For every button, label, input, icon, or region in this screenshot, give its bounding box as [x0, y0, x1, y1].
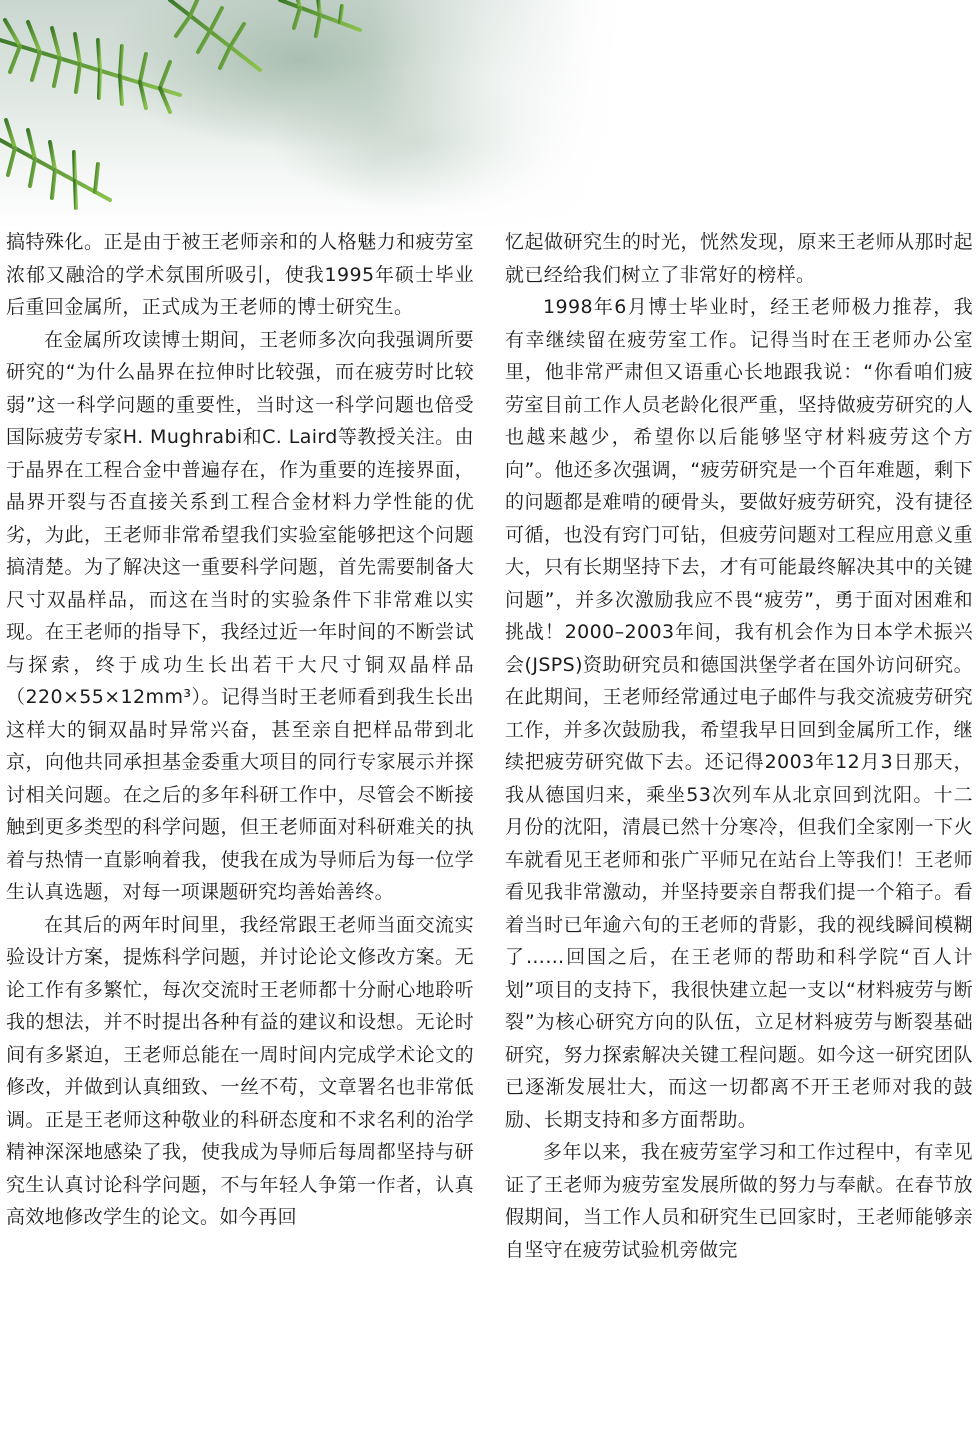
paragraph: 多年以来，我在疲劳室学习和工作过程中，有幸见证了王老师为疲劳室发展所做的努力与奉献。在春节放假期间，当工作人员和研究生已回家时，王老师能够亲自坚守在疲劳试验机旁做完: [505, 1141, 973, 1261]
paragraph: 1998年6月博士毕业时，经王老师极力推荐，我有幸继续留在疲劳室工作。记得当时在王老师办公室里，他非常严肃但又语重心长地跟我说：“你看咱们疲劳室目前工作人员老龄化很严重，坚持做疲劳研究的人也越来越少，希望你以后能够坚守材料疲劳这个方向”。他还多次强调，“疲劳研究是一个百年难题，剩下的问题都是难啃的硬骨头，要做好疲劳研究，没有捷径可循，也没有窍门可钻，但疲劳问题对工程应用意义重大，只有长期坚持下去，才有可能最终解决其中的关键问题”，并多次激励我应不畏“疲劳”，勇于面对困难和挑战！2000–2003年间，我有机会作为日本学术振兴会(JSPS)资助研究员和德国洪堡学者在国外访问研究。在此期间，王老师经常通过电子邮件与我交流疲劳研究工作，并多次鼓励我，希望我早日回到金属所工作，继续把疲劳研究做下去。还记得2003年12月3日那天，我从德国归来，乘坐53次列车从北京回到沈阳。十二月份的沈阳，清晨已然十分寒冷，但我们全家刚一下火车就看见王老师和张广平师兄在站台上等我们！王老师看见我非常激动，并坚持要亲自帮我们提一个箱子。看着当时已年逾六旬的王老师的背影，我的视线瞬间模糊了……回国之后，在王老师的帮助和科学院“百人计划”项目的支持下，我很快建立起一支以“材料疲劳与断裂”为核心研究方向的队伍，立足材料疲劳与断裂基础研究，努力探索解决关键工程问题。如今这一研究团队已逐渐发展壮大，而这一切都离不开王老师对我的鼓励、长期支持和多方面帮助。: [505, 296, 973, 1131]
header-evergreen-photo: [0, 0, 620, 230]
paragraph: 搞特殊化。正是由于被王老师亲和的人格魅力和疲劳室浓郁又融洽的学术氛围所吸引，使我1995年硕士毕业后重回金属所，正式成为王老师的博士研究生。: [6, 231, 474, 318]
article-column-left: [6, 226, 474, 1234]
paragraph: 在金属所攻读博士期间，王老师多次向我强调所要研究的“为什么晶界在拉伸时比较强，而在疲劳时比较弱”这一科学问题的重要性，当时这一科学问题也倍受国际疲劳专家H. Mughrabi和C. Laird等教授关注。由于晶界在工程合金中普遍存在，作为重要的连接界面，晶界开裂与否直接关系到工程合金材料力学性能的优劣，为此，王老师非常希望我们实验室能够把这个问题搞清楚。为了解决这一重要科学问题，首先需要制备大尺寸双晶样品，而这在当时的实验条件下非常难以实现。在王老师的指导下，我经过近一年时间的不断尝试与探索，终于成功生长出若干大尺寸铜双晶样品（220×55×12mm³）。记得当时王老师看到我生长出这样大的铜双晶时异常兴奋，甚至亲自把样品带到北京，向他共同承担基金委重大项目的同行专家展示并探讨相关问题。在之后的多年科研工作中，尽管会不断接触到更多类型的科学问题，但王老师面对科研难关的执着与热情一直影响着我，使我在成为导师后为每一位学生认真选题，对每一项课题研究均善始善终。: [6, 328, 474, 903]
article-column-right: [505, 226, 973, 1266]
paragraph: 在其后的两年时间里，我经常跟王老师当面交流实验设计方案，提炼科学问题，并讨论论文修改方案。无论工作有多繁忙，每次交流时王老师都十分耐心地聆听我的想法，并不时提出各种有益的建议和设想。无论时间有多紧迫，王老师总能在一周时间内完成学术论文的修改，并做到认真细致、一丝不苟，文章署名也非常低调。正是王老师这种敬业的科研态度和不求名利的治学精神深深地感染了我，使我成为导师后每周都坚持与研究生认真讨论科学问题，不与年轻人争第一作者，认真高效地修改学生的论文。如今再回: [6, 913, 474, 1228]
paragraph: 忆起做研究生的时光，恍然发现，原来王老师从那时起就已经给我们树立了非常好的榜样。: [505, 231, 973, 286]
evergreen-branch-illustration: [0, 0, 620, 230]
